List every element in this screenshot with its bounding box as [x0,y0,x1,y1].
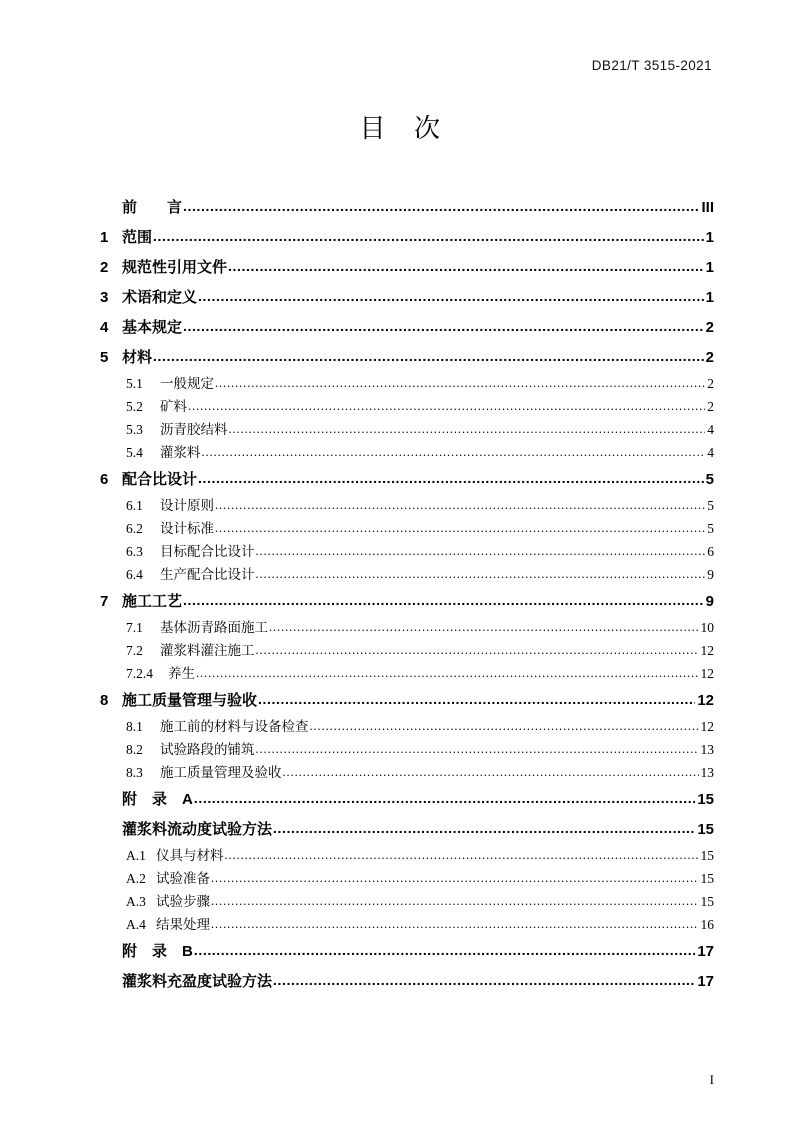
toc-entry-label: 前 言 [122,199,183,216]
toc-entry[interactable] [100,662,714,685]
toc-entry-label: 材料 [122,349,153,366]
toc-entry-label: 附 录 A [122,791,193,808]
toc-entry-label: 生产配合比设计 [160,567,255,582]
toc-entry-page-number: 4 [707,445,714,460]
toc-entry[interactable] [100,418,714,441]
toc-entry-page-number: 15 [700,894,714,909]
toc-entry-number: A.3 [126,894,146,909]
toc-entry[interactable] [100,715,714,738]
toc-dot-leader [153,221,704,252]
toc-entry-label: 矿料 [160,399,187,414]
toc-entry-page-number: 17 [697,973,714,990]
toc-entry-page-number: 10 [700,620,714,635]
toc-entry-label: 结果处理 [156,917,210,932]
toc-entry[interactable] [100,936,714,966]
toc-entry-label: 施工前的材料与设备检查 [160,719,309,734]
page-title [0,108,800,145]
toc-entry[interactable] [100,464,714,494]
toc-entry-label: 灌浆料灌注施工 [160,643,255,658]
toc-entry-page-number: 12 [697,692,714,709]
toc-dot-leader [198,463,704,494]
toc-entry[interactable] [100,494,714,517]
toc-entry[interactable] [100,222,714,252]
toc-entry[interactable] [100,639,714,662]
toc-entry[interactable] [100,563,714,586]
toc-entry-label: 试验步骤 [156,894,210,909]
toc-entry-page-number: 13 [700,765,714,780]
toc-entry-number: 4 [100,319,109,336]
toc-entry-page-number: 5 [705,471,714,488]
toc-dot-leader [256,737,699,761]
toc-dot-leader [183,191,699,222]
toc-entry-number: 8.3 [126,765,143,780]
toc-entry[interactable] [100,586,714,616]
toc-entry-page-number: 6 [707,544,714,559]
toc-dot-leader [273,965,695,996]
toc-entry-page-number: 1 [705,289,714,306]
toc-entry-label: 设计标准 [160,521,214,536]
toc-dot-leader [211,889,699,913]
toc-entry-label: 范围 [122,229,153,246]
toc-entry-number: 8 [100,692,109,709]
toc-entry-page-number: 15 [700,871,714,886]
toc-dot-leader [215,371,705,395]
toc-entry-page-number: 2 [707,376,714,391]
toc-entry-number: 1 [100,229,109,246]
toc-entry[interactable] [100,913,714,936]
toc-dot-leader [198,281,704,312]
toc-entry-number: 5.3 [126,422,143,437]
toc-entry-page-number: 13 [700,742,714,757]
toc-entry-number: 7 [100,593,109,610]
toc-dot-leader [215,516,705,540]
table-of-contents [100,192,714,996]
toc-entry[interactable] [100,890,714,913]
toc-entry[interactable] [100,395,714,418]
toc-entry-label: 一般规定 [160,376,214,391]
toc-entry-number: 3 [100,289,109,306]
page-number-footer: I [709,1072,714,1087]
toc-entry[interactable] [100,966,714,996]
toc-entry-label: 沥青胶结料 [160,422,228,437]
toc-entry-number: 5 [100,349,109,366]
toc-dot-leader [194,783,695,814]
toc-entry-page-number: 12 [700,643,714,658]
toc-entry-page-number: 9 [707,567,714,582]
toc-entry-page-number: 9 [705,593,714,610]
toc-entry-number: 6 [100,471,109,488]
toc-entry-label: 试验路段的铺筑 [160,742,255,757]
toc-entry-label: 灌浆料充盈度试验方法 [122,973,273,990]
toc-entry[interactable] [100,540,714,563]
toc-entry-page-number: 2 [705,349,714,366]
toc-entry-label: 养生 [168,666,195,681]
toc-entry-number: 5.4 [126,445,143,460]
toc-entry-page-number: III [701,199,714,216]
toc-entry-page-number: 15 [700,848,714,863]
toc-dot-leader [202,440,706,464]
toc-entry[interactable] [100,784,714,814]
toc-entry-label: 试验准备 [156,871,210,886]
toc-entry-label: 基体沥青路面施工 [160,620,268,635]
toc-entry-label: 仪具与材料 [156,848,224,863]
toc-entry-label: 规范性引用文件 [122,259,228,276]
toc-entry-number: 8.1 [126,719,143,734]
toc-dot-leader [211,866,699,890]
toc-entry-number: 7.2.4 [126,666,153,681]
toc-entry-number: 6.1 [126,498,143,513]
toc-entry-page-number: 15 [697,821,714,838]
toc-entry[interactable] [100,372,714,395]
toc-dot-leader [215,493,705,517]
toc-entry[interactable] [100,252,714,282]
toc-entry-page-number: 5 [707,521,714,536]
toc-entry[interactable] [100,685,714,715]
page-title-char-1: 目 [359,113,386,143]
toc-dot-leader [273,813,695,844]
toc-entry-label: 施工工艺 [122,593,183,610]
toc-entry[interactable] [100,192,714,222]
toc-entry-number: A.4 [126,917,146,932]
toc-entry-page-number: 5 [707,498,714,513]
toc-entry[interactable] [100,616,714,639]
toc-dot-leader [183,585,704,616]
toc-entry-number: 2 [100,259,109,276]
toc-entry-label: 灌浆料 [160,445,201,460]
toc-dot-leader [153,341,704,372]
toc-entry-number: 5.1 [126,376,143,391]
toc-entry-label: 灌浆料流动度试验方法 [122,821,273,838]
toc-entry-number: 7.1 [126,620,143,635]
toc-dot-leader [211,912,699,936]
toc-dot-leader [258,684,695,715]
toc-entry-number: 8.2 [126,742,143,757]
toc-entry-page-number: 17 [697,943,714,960]
toc-entry-page-number: 12 [700,666,714,681]
toc-entry-number: 6.3 [126,544,143,559]
toc-entry-page-number: 12 [700,719,714,734]
page-title-char-2: 次 [414,113,441,143]
toc-entry[interactable] [100,282,714,312]
toc-entry-page-number: 2 [707,399,714,414]
toc-dot-leader [310,714,699,738]
toc-entry[interactable] [100,761,714,784]
toc-entry-page-number: 1 [705,259,714,276]
toc-entry-label: 目标配合比设计 [160,544,255,559]
toc-entry[interactable] [100,342,714,372]
toc-entry-label: 施工质量管理及验收 [160,765,282,780]
toc-entry-page-number: 15 [697,791,714,808]
toc-entry-label: 术语和定义 [122,289,198,306]
toc-dot-leader [225,843,699,867]
toc-dot-leader [183,311,704,342]
toc-entry-label: 基本规定 [122,319,183,336]
toc-entry-page-number: 16 [700,917,714,932]
toc-entry-number: 6.2 [126,521,143,536]
toc-entry-number: 6.4 [126,567,143,582]
toc-entry-number: 5.2 [126,399,143,414]
toc-entry[interactable] [100,441,714,464]
toc-entry[interactable] [100,312,714,342]
toc-dot-leader [256,539,706,563]
toc-entry-page-number: 4 [707,422,714,437]
toc-entry-number: A.1 [126,848,146,863]
toc-dot-leader [229,417,706,441]
toc-entry-label: 配合比设计 [122,471,198,488]
toc-entry[interactable] [100,867,714,890]
toc-dot-leader [269,615,699,639]
toc-entry[interactable] [100,814,714,844]
toc-entry-label: 附 录 B [122,943,193,960]
document-standard-code: DB21/T 3515-2021 [591,58,712,73]
toc-entry-number: 7.2 [126,643,143,658]
toc-dot-leader [188,394,705,418]
toc-entry[interactable] [100,517,714,540]
toc-entry-number: A.2 [126,871,146,886]
toc-entry[interactable] [100,738,714,761]
toc-entry-label: 施工质量管理与验收 [122,692,258,709]
toc-entry-page-number: 2 [705,319,714,336]
toc-dot-leader [256,562,706,586]
toc-dot-leader [283,760,699,784]
toc-dot-leader [228,251,704,282]
toc-dot-leader [194,935,695,966]
toc-entry-label: 设计原则 [160,498,214,513]
toc-dot-leader [256,638,699,662]
toc-dot-leader [196,661,699,685]
toc-entry-page-number: 1 [705,229,714,246]
toc-entry[interactable] [100,844,714,867]
